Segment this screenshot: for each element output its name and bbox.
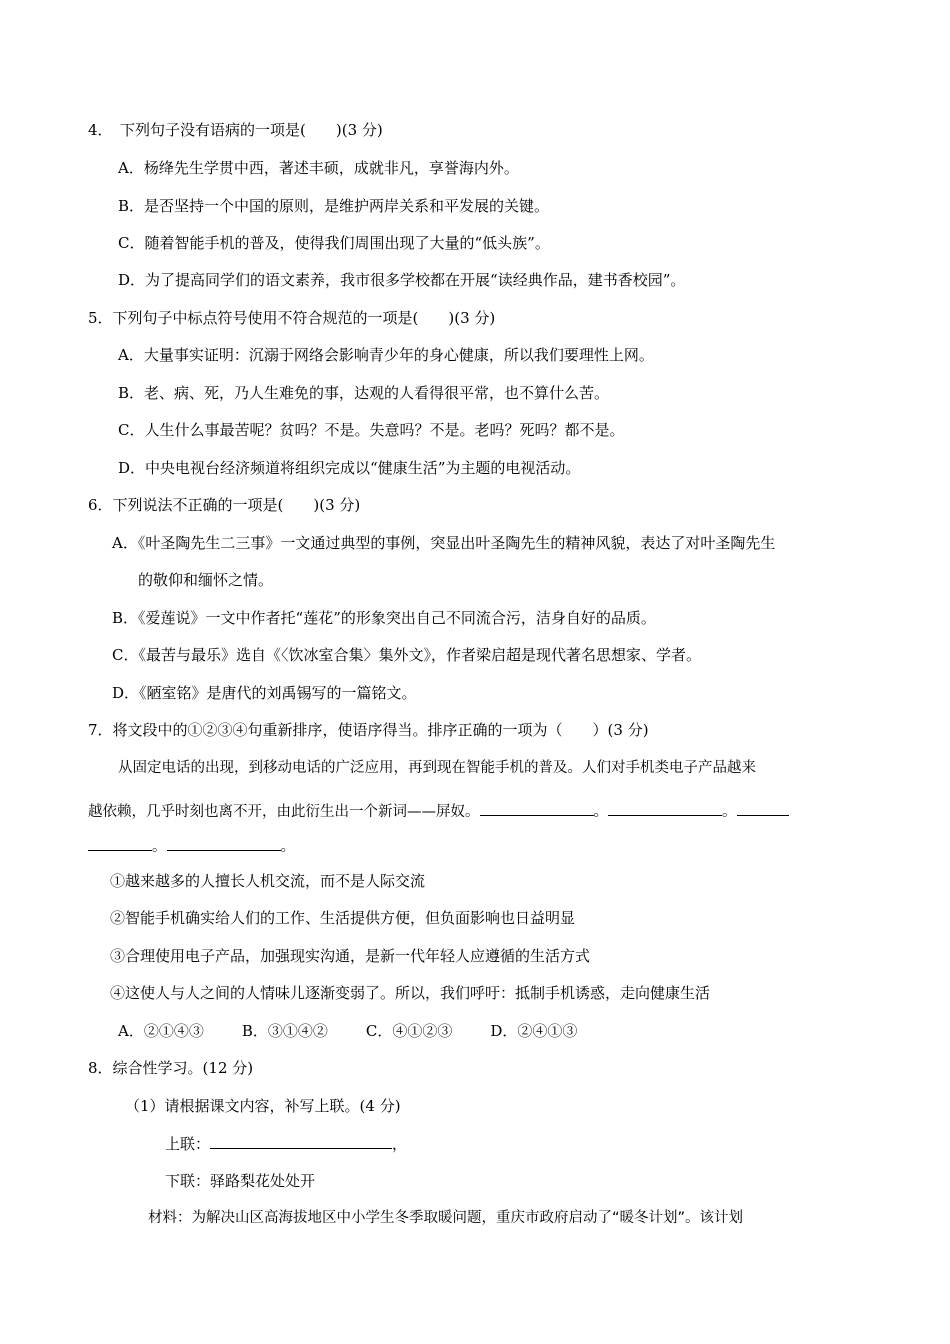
question-6-stem: 6．下列说法不正确的一项是( )(3 分) (88, 496, 361, 514)
question-8-sub-1: （1）请根据课文内容，补写上联。(4 分) (125, 1097, 401, 1115)
question-7-paragraph-line-3: 。 。 (88, 835, 295, 857)
question-6-option-c: C．《最苦与最乐》选自《〈饮冰室合集〉集外文》，作者梁启超是现代著名思想家、学者。 (112, 646, 701, 664)
question-7-choice-b: B．③①④② (241, 1022, 328, 1040)
question-5-stem: 5．下列句子中标点符号使用不符合规范的一项是( )(3 分) (88, 309, 496, 327)
question-8-material: 材料：为解决山区高海拔地区中小学生冬季取暖问题，重庆市政府启动了“暖冬计划”。该计划 (148, 1210, 744, 1226)
answer-blank-1[interactable] (480, 800, 594, 816)
question-6-option-b: B．《爱莲说》一文中作者托“莲花”的形象突出自己不同流合污，洁身自好的品质。 (112, 609, 656, 627)
question-7-item-3: ③合理使用电子产品，加强现实沟通，是新一代年轻人应遵循的生活方式 (110, 947, 591, 965)
question-6-option-d: D．《陋室铭》是唐代的刘禹锡写的一篇铭文。 (112, 684, 417, 702)
upper-couplet-label: 上联： (165, 1135, 211, 1153)
question-5-option-a: A．大量事实证明：沉溺于网络会影响青少年的身心健康，所以我们要理性上网。 (118, 346, 654, 364)
question-5-option-b: B．老、病、死，乃人生难免的事，达观的人看得很平常，也不算什么苦。 (118, 384, 610, 402)
upper-couplet-line: 上联： ， (165, 1135, 408, 1153)
answer-blank-3-start[interactable] (737, 800, 789, 816)
question-4-option-b: B．是否坚持一个中国的原则，是维护两岸关系和平发展的关键。 (118, 197, 550, 215)
question-7-choice-d: D．②④①③ (490, 1022, 578, 1040)
paragraph-text: 越依赖，几乎时刻也离不开，由此衍生出一个新词——屏奴。 (88, 804, 480, 820)
answer-blank-2[interactable] (608, 800, 722, 816)
question-7-item-2: ②智能手机确实给人们的工作、生活提供方便，但负面影响也日益明显 (110, 909, 576, 927)
question-4-stem: 4． 下列句子没有语病的一项是( )(3 分) (88, 121, 383, 139)
question-7-stem: 7．将文段中的①②③④句重新排序，使语序得当。排序正确的一项为（ ）(3 分) (88, 721, 649, 739)
question-4-option-a: A．杨绛先生学贯中西，著述丰硕，成就非凡，享誉海内外。 (118, 159, 519, 177)
question-8-stem: 8．综合性学习。(12 分) (88, 1059, 254, 1077)
answer-blank-3-end[interactable] (88, 835, 152, 851)
upper-couplet-blank[interactable] (210, 1133, 392, 1149)
question-5-option-d: D．中央电视台经济频道将组织完成以“健康生活”为主题的电视活动。 (118, 459, 581, 477)
question-5-option-c: C．人生什么事最苦呢？贫吗？不是。失意吗？不是。老吗？死吗？都不是。 (118, 421, 625, 439)
lower-couplet: 下联：驿路梨花处处开 (165, 1172, 316, 1190)
question-7-item-4: ④这使人与人之间的人情味儿逐渐变弱了。所以，我们呼吁：抵制手机诱惑，走向健康生活 (110, 984, 711, 1002)
answer-blank-4[interactable] (167, 835, 281, 851)
question-6-option-a: A．《叶圣陶先生二三事》一文通过典型的事例，突显出叶圣陶先生的精神风貌，表达了对叶圣陶先生 (112, 534, 776, 552)
question-4-option-c: C．随着智能手机的普及，使得我们周围出现了大量的“低头族”。 (118, 234, 550, 252)
question-7-choices (118, 1021, 615, 1041)
question-7-choice-c: C．④①②③ (365, 1022, 453, 1040)
question-7-paragraph-line-1: 从固定电话的出现，到移动电话的广泛应用，再到现在智能手机的普及。人们对手机类电子产品越来 (118, 760, 756, 776)
question-7-item-1: ①越来越多的人擅长人机交流，而不是人际交流 (110, 872, 426, 890)
question-7-choice-a: A．②①④③ (118, 1022, 204, 1040)
question-7-paragraph-line-2: 越依赖，几乎时刻也离不开，由此衍生出一个新词——屏奴。 。 。 (88, 800, 789, 822)
question-6-option-a-continued: 的敬仰和缅怀之情。 (138, 571, 274, 589)
question-4-option-d: D．为了提高同学们的语文素养，我市很多学校都在开展“读经典作品，建书香校园”。 (118, 271, 686, 289)
